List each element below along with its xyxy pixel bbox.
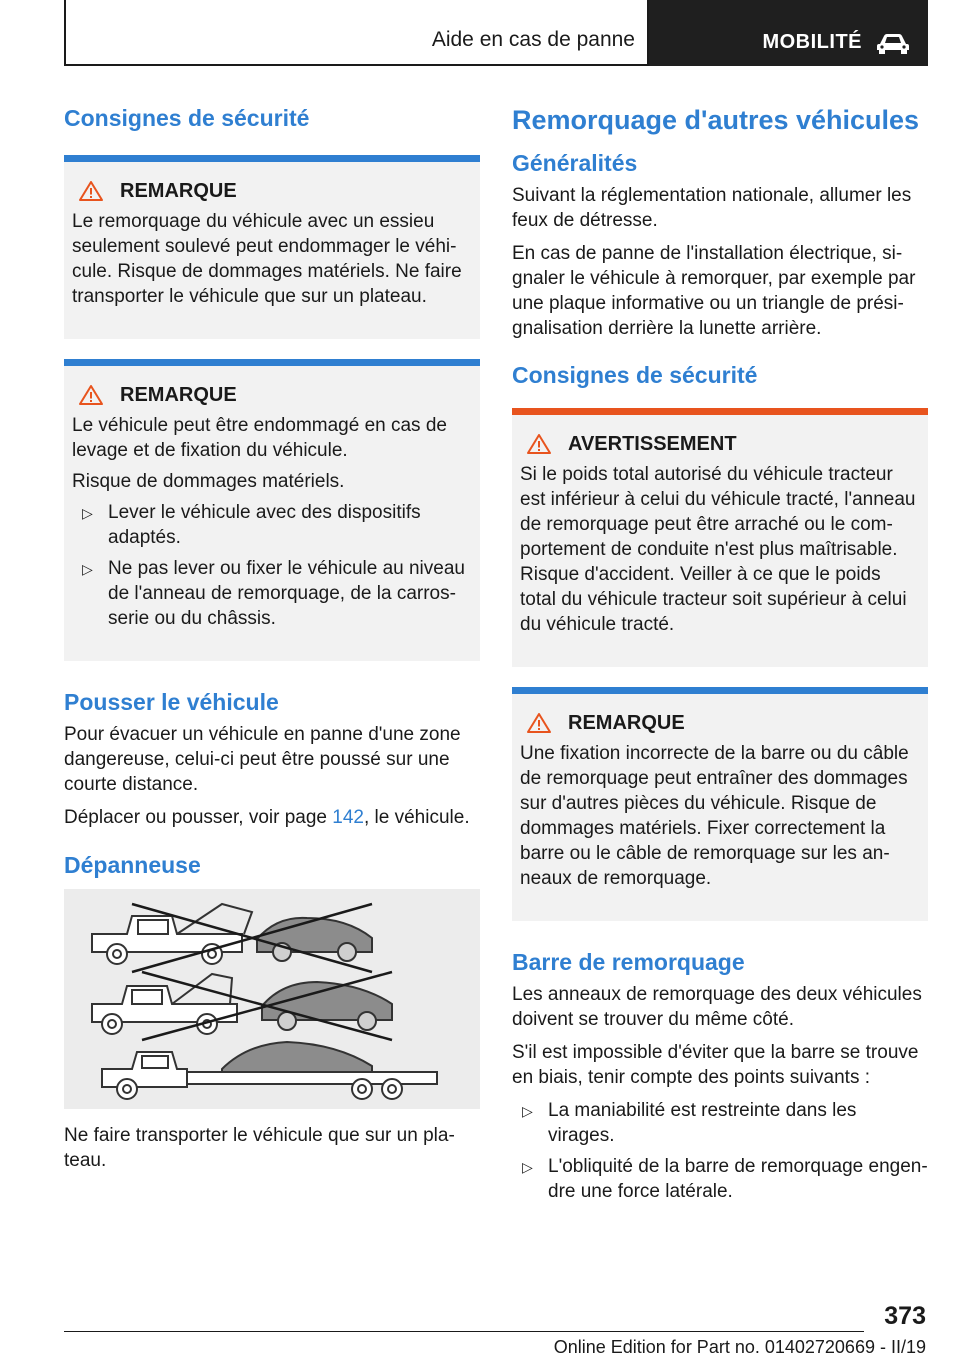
note-text: Le véhicule peut être endommagé en cas de levage et de fixation du véhicule. bbox=[72, 414, 447, 461]
tow-truck-drawing bbox=[72, 894, 472, 1104]
header-section bbox=[64, 0, 649, 66]
list-item: ▷ Ne pas lever ou fixer le véhicule au niveau de l'anneau de remorquage, de la carrosserie ou du châssis. bbox=[82, 557, 465, 629]
tow-bar-text: S'il est impossible d'éviter que la barre se trouve en biais, tenir compte des points suivants : bbox=[512, 1041, 919, 1088]
note-title bbox=[78, 180, 472, 203]
note-title bbox=[78, 384, 472, 407]
tow-bar-list bbox=[512, 1098, 928, 1204]
note-label: REMARQUE bbox=[120, 383, 237, 406]
note-label: REMARQUE bbox=[120, 179, 237, 202]
general-heading: Généralités bbox=[512, 149, 638, 176]
right-column bbox=[512, 100, 928, 1210]
warning-label: AVERTISSEMENT bbox=[568, 432, 737, 455]
footer-divider bbox=[64, 1331, 864, 1332]
note-box-1 bbox=[64, 155, 480, 339]
note-label: REMARQUE bbox=[568, 711, 685, 734]
warning-text: Si le poids total autorisé du véhicule tracteur est inférieur à celui du véhicule tracté, l'anneau de remorquage peut être arraché ou le comportement de conduite n'est plus maîtrisable. Risque d'accident. Veiller à ce que le poids total du véhicule tracteur soit supérieur à celui du véhicule tracté. bbox=[520, 463, 916, 635]
page-header bbox=[64, 0, 928, 66]
general-text: En cas de panne de l'installation électrique, signaler le véhicule à remorquer, par exemple par une plaque informative ou un triangle de présignalisation derrière la lunette arrière. bbox=[512, 242, 916, 339]
tow-bar-text: Les anneaux de remorquage des deux véhicules doivent se trouver du même côté. bbox=[512, 983, 922, 1030]
triangle-bullet-icon: ▷ bbox=[82, 504, 93, 521]
triangle-bullet-icon: ▷ bbox=[522, 1102, 533, 1119]
header-chapter bbox=[649, 0, 928, 66]
tow-truck-illustration bbox=[64, 889, 480, 1109]
towing-other-vehicles-heading: Remorquage d'autres véhicules bbox=[512, 105, 920, 135]
warning-triangle-icon bbox=[526, 433, 552, 455]
push-reference: Déplacer ou pousser, voir page 142, le véhicule. bbox=[64, 806, 470, 828]
note-text: Une fixation incorrecte de la barre ou du câble de remorquage peut entraîner des dommages sur d'autres pièces du véhicule. Risque de dommages matériels. Fixer correctement la barre ou le câble de remorquage sur les anneaux de remorquage. bbox=[520, 742, 909, 889]
note-box bbox=[512, 687, 928, 921]
warning-triangle-icon bbox=[78, 180, 104, 202]
left-column bbox=[64, 100, 480, 1181]
push-text: Pour évacuer un véhicule en panne d'une zone dangereuse, celui-ci peut être poussé sur une courte distance. bbox=[64, 723, 461, 795]
safety-heading: Consignes de sécurité bbox=[512, 361, 758, 388]
header-section-title: Aide en cas de panne bbox=[431, 28, 635, 51]
car-icon bbox=[876, 32, 910, 54]
note-list bbox=[72, 500, 472, 631]
triangle-bullet-icon: ▷ bbox=[522, 1158, 533, 1175]
warning-title bbox=[526, 433, 920, 456]
note-title bbox=[526, 712, 920, 735]
list-item: ▷ La maniabilité est restreinte dans les virages. bbox=[522, 1099, 857, 1146]
warning-box bbox=[512, 408, 928, 667]
push-heading: Pousser le véhicule bbox=[64, 688, 279, 715]
page-number: 373 bbox=[884, 1302, 926, 1330]
safety-heading: Consignes de sécurité bbox=[64, 105, 310, 131]
tow-bar-heading: Barre de remorquage bbox=[512, 948, 745, 975]
tow-caption: Ne faire transporter le véhicule que sur un plateau. bbox=[64, 1124, 455, 1171]
footer-edition: Online Edition for Part no. 01402720669 - II/19 bbox=[553, 1337, 926, 1357]
list-item: ▷ Lever le véhicule avec des dispositifs adaptés. bbox=[82, 501, 421, 548]
header-chapter-title: MOBILITÉ bbox=[762, 31, 862, 53]
triangle-bullet-icon: ▷ bbox=[82, 560, 93, 577]
note-text: Risque de dommages matériels. bbox=[72, 470, 345, 492]
page-link[interactable]: 142 bbox=[332, 806, 364, 828]
warning-triangle-icon bbox=[526, 712, 552, 734]
note-box-2 bbox=[64, 359, 480, 661]
general-text: Suivant la réglementation nationale, allumer les feux de détresse. bbox=[512, 184, 912, 231]
list-item: ▷ L'obliquité de la barre de remorquage engendre une force latérale. bbox=[522, 1155, 928, 1202]
warning-triangle-icon bbox=[78, 384, 104, 406]
tow-truck-heading: Dépanneuse bbox=[64, 851, 201, 878]
note-text: Le remorquage du véhicule avec un essieu seulement soulevé peut endommager le véhicule. Risque de dommages matériels. Ne faire transporter le véhicule que sur un plateau. bbox=[72, 210, 462, 307]
